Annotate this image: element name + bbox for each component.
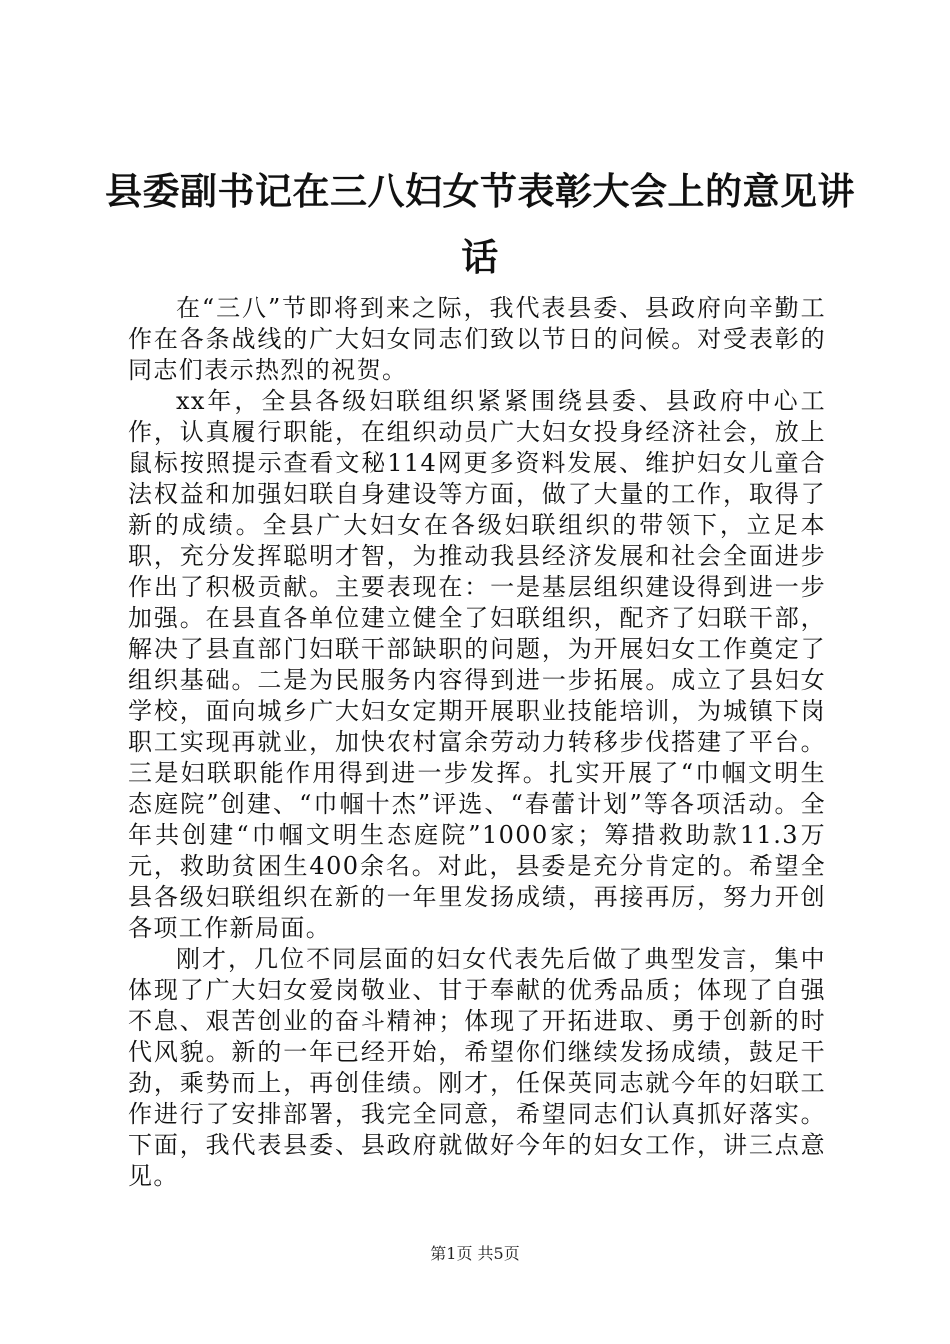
paragraph: xx年，全县各级妇联组织紧紧围绕县委、县政府中心工作，认真履行职能，在组织动员广大妇女投身经济社会，放上鼠标按照提示查看文秘114网更多资料发展、维护妇女儿童合法权益和加强妇联自身建设等方面，做了大量的工作，取得了新的成绩。全县广大妇女在各级妇联组织的带领下，立足本职，充分发挥聪明才智，为推动我县经济发展和社会全面进步作出了积极贡献。主要表现在：一是基层组织建设得到进一步加强。在县直各单位建立健全了妇联组织，配齐了妇联干部，解决了县直部门妇联干部缺职的问题，为开展妇女工作奠定了组织基础。二是为民服务内容得到进一步拓展。成立了县妇女学校，面向城乡广大妇女定期开展职业技能培训，为城镇下岗职工实现再就业，加快农村富余劳动力转移步伐搭建了平台。三是妇联职能作用得到进一步发挥。扎实开展了“巾帼文明生态庭院”创建、“巾帼十杰”评选、“春蕾计划”等各项活动。全年共创建“巾帼文明生态庭院”1000家；筹措救助款11.3万元，救助贫困生400余名。对此，县委是充分肯定的。希望全县各级妇联组织在新的一年里发扬成绩，再接再厉，努力开创各项工作新局面。	[128, 387, 826, 942]
document-title: 县委副书记在三八妇女节表彰大会上的意见讲话	[105, 169, 855, 279]
paragraph: 在“三八”节即将到来之际，我代表县委、县政府向辛勤工作在各条战线的广大妇女同志们致以节日的问候。对受表彰的同志们表示热烈的祝贺。	[128, 294, 826, 384]
paragraph: 刚才，几位不同层面的妇女代表先后做了典型发言，集中体现了广大妇女爱岗敬业、甘于奉献的优秀品质；体现了自强不息、艰苦创业的奋斗精神；体现了开拓进取、勇于创新的时代风貌。新的一年已经开始，希望你们继续发扬成绩，鼓足干劲，乘势而上，再创佳绩。刚才，任保英同志就今年的妇联工作进行了安排部署，我完全同意，希望同志们认真抓好落实。下面，我代表县委、县政府就做好今年的妇女工作，讲三点意见。	[128, 945, 826, 1190]
document-body	[128, 293, 826, 1192]
page-number-footer: 第1页 共5页	[430, 1244, 520, 1263]
